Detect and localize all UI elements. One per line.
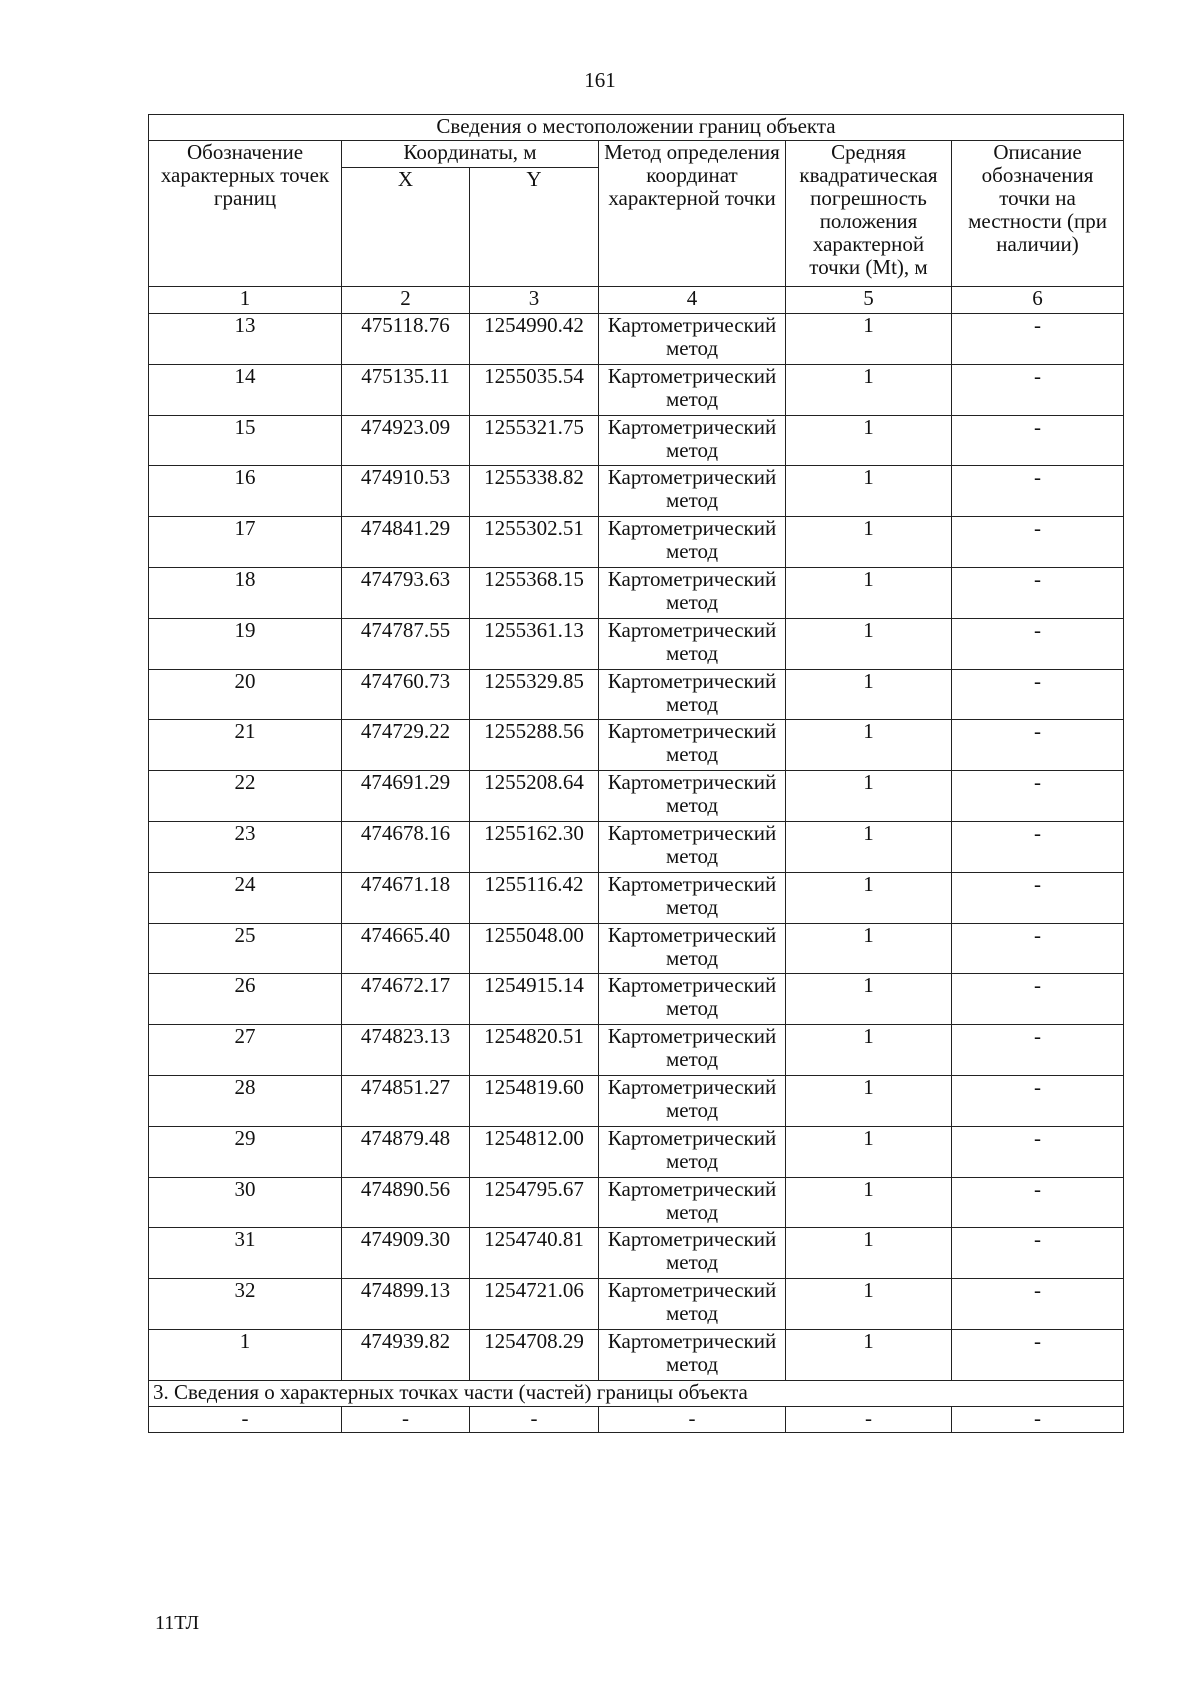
point-cell: 29 — [149, 1126, 342, 1177]
empty-cell: - — [342, 1406, 470, 1432]
table-row — [149, 618, 1124, 669]
y-coordinate-cell: 1254812.00 — [470, 1126, 599, 1177]
header-description: Описание обозначения точки на местности (при наличии) — [952, 141, 1124, 287]
description-cell: - — [952, 364, 1124, 415]
description-cell: - — [952, 567, 1124, 618]
y-coordinate-cell: 1254721.06 — [470, 1279, 599, 1330]
error-cell: 1 — [786, 466, 952, 517]
x-coordinate-cell: 474939.82 — [342, 1329, 470, 1380]
y-coordinate-cell: 1255361.13 — [470, 618, 599, 669]
table-row — [149, 821, 1124, 872]
x-coordinate-cell: 474678.16 — [342, 821, 470, 872]
header-error: Средняя квадратическая погрешность положения характерной точки (Mt), м — [786, 141, 952, 287]
method-cell: Картометрический метод — [599, 618, 786, 669]
table-row — [149, 415, 1124, 466]
description-cell: - — [952, 923, 1124, 974]
method-cell: Картометрический метод — [599, 821, 786, 872]
description-cell: - — [952, 466, 1124, 517]
method-cell: Картометрический метод — [599, 1025, 786, 1076]
x-coordinate-cell: 474899.13 — [342, 1279, 470, 1330]
description-cell: - — [952, 1177, 1124, 1228]
error-cell: 1 — [786, 1329, 952, 1380]
point-cell: 19 — [149, 618, 342, 669]
table-row — [149, 364, 1124, 415]
table-row — [149, 1126, 1124, 1177]
error-cell: 1 — [786, 872, 952, 923]
x-coordinate-cell: 474672.17 — [342, 974, 470, 1025]
x-coordinate-cell: 474729.22 — [342, 720, 470, 771]
error-cell: 1 — [786, 364, 952, 415]
description-cell: - — [952, 1228, 1124, 1279]
table-title-row — [149, 115, 1124, 141]
table-row — [149, 466, 1124, 517]
header-row — [149, 141, 1124, 168]
point-cell: 27 — [149, 1025, 342, 1076]
y-coordinate-cell: 1255321.75 — [470, 415, 599, 466]
x-coordinate-cell: 474923.09 — [342, 415, 470, 466]
method-cell: Картометрический метод — [599, 314, 786, 365]
method-cell: Картометрический метод — [599, 974, 786, 1025]
method-cell: Картометрический метод — [599, 517, 786, 568]
x-coordinate-cell: 474760.73 — [342, 669, 470, 720]
table-row — [149, 1228, 1124, 1279]
point-cell: 25 — [149, 923, 342, 974]
header-y: Y — [470, 168, 599, 287]
description-cell: - — [952, 669, 1124, 720]
empty-cell: - — [599, 1406, 786, 1432]
y-coordinate-cell: 1255288.56 — [470, 720, 599, 771]
error-cell: 1 — [786, 618, 952, 669]
error-cell: 1 — [786, 720, 952, 771]
point-cell: 16 — [149, 466, 342, 517]
empty-cell: - — [786, 1406, 952, 1432]
y-coordinate-cell: 1255116.42 — [470, 872, 599, 923]
y-coordinate-cell: 1254708.29 — [470, 1329, 599, 1380]
description-cell: - — [952, 1329, 1124, 1380]
column-number: 4 — [599, 287, 786, 314]
point-cell: 21 — [149, 720, 342, 771]
point-cell: 18 — [149, 567, 342, 618]
table-row — [149, 1177, 1124, 1228]
point-cell: 15 — [149, 415, 342, 466]
x-coordinate-cell: 474841.29 — [342, 517, 470, 568]
empty-cell: - — [149, 1406, 342, 1432]
column-number: 1 — [149, 287, 342, 314]
point-cell: 31 — [149, 1228, 342, 1279]
error-cell: 1 — [786, 1126, 952, 1177]
error-cell: 1 — [786, 314, 952, 365]
table-row — [149, 314, 1124, 365]
error-cell: 1 — [786, 517, 952, 568]
method-cell: Картометрический метод — [599, 1177, 786, 1228]
y-coordinate-cell: 1255035.54 — [470, 364, 599, 415]
method-cell: Картометрический метод — [599, 466, 786, 517]
column-number: 5 — [786, 287, 952, 314]
point-cell: 1 — [149, 1329, 342, 1380]
y-coordinate-cell: 1255338.82 — [470, 466, 599, 517]
x-coordinate-cell: 474787.55 — [342, 618, 470, 669]
description-cell: - — [952, 415, 1124, 466]
method-cell: Картометрический метод — [599, 669, 786, 720]
description-cell: - — [952, 517, 1124, 568]
error-cell: 1 — [786, 1075, 952, 1126]
table-row — [149, 872, 1124, 923]
description-cell: - — [952, 1126, 1124, 1177]
y-coordinate-cell: 1255368.15 — [470, 567, 599, 618]
description-cell: - — [952, 314, 1124, 365]
point-cell: 22 — [149, 771, 342, 822]
document-code: 11ТЛ — [155, 1612, 200, 1634]
empty-cell: - — [470, 1406, 599, 1432]
y-coordinate-cell: 1254915.14 — [470, 974, 599, 1025]
x-coordinate-cell: 474691.29 — [342, 771, 470, 822]
point-cell: 26 — [149, 974, 342, 1025]
table-row — [149, 1025, 1124, 1076]
point-cell: 23 — [149, 821, 342, 872]
y-coordinate-cell: 1254795.67 — [470, 1177, 599, 1228]
description-cell: - — [952, 618, 1124, 669]
y-coordinate-cell: 1255329.85 — [470, 669, 599, 720]
y-coordinate-cell: 1254819.60 — [470, 1075, 599, 1126]
table-row — [149, 974, 1124, 1025]
x-coordinate-cell: 475118.76 — [342, 314, 470, 365]
y-coordinate-cell: 1255162.30 — [470, 821, 599, 872]
column-number: 6 — [952, 287, 1124, 314]
y-coordinate-cell: 1254990.42 — [470, 314, 599, 365]
table-row — [149, 669, 1124, 720]
point-cell: 30 — [149, 1177, 342, 1228]
method-cell: Картометрический метод — [599, 364, 786, 415]
table-row — [149, 1075, 1124, 1126]
point-cell: 32 — [149, 1279, 342, 1330]
x-coordinate-cell: 474671.18 — [342, 872, 470, 923]
header-points: Обозначение характерных точек границ — [149, 141, 342, 287]
error-cell: 1 — [786, 974, 952, 1025]
x-coordinate-cell: 474879.48 — [342, 1126, 470, 1177]
table-row — [149, 567, 1124, 618]
point-cell: 28 — [149, 1075, 342, 1126]
method-cell: Картометрический метод — [599, 1279, 786, 1330]
error-cell: 1 — [786, 771, 952, 822]
x-coordinate-cell: 474851.27 — [342, 1075, 470, 1126]
section-3-empty-row — [149, 1406, 1124, 1432]
point-cell: 17 — [149, 517, 342, 568]
description-cell: - — [952, 821, 1124, 872]
method-cell: Картометрический метод — [599, 1075, 786, 1126]
table-row — [149, 1279, 1124, 1330]
y-coordinate-cell: 1255048.00 — [470, 923, 599, 974]
point-cell: 14 — [149, 364, 342, 415]
table-row — [149, 1329, 1124, 1380]
x-coordinate-cell: 475135.11 — [342, 364, 470, 415]
description-cell: - — [952, 720, 1124, 771]
x-coordinate-cell: 474890.56 — [342, 1177, 470, 1228]
x-coordinate-cell: 474909.30 — [342, 1228, 470, 1279]
description-cell: - — [952, 771, 1124, 822]
x-coordinate-cell: 474665.40 — [342, 923, 470, 974]
method-cell: Картометрический метод — [599, 1228, 786, 1279]
description-cell: - — [952, 1025, 1124, 1076]
y-coordinate-cell: 1255208.64 — [470, 771, 599, 822]
error-cell: 1 — [786, 1228, 952, 1279]
error-cell: 1 — [786, 415, 952, 466]
table-row — [149, 771, 1124, 822]
y-coordinate-cell: 1254820.51 — [470, 1025, 599, 1076]
method-cell: Картометрический метод — [599, 923, 786, 974]
error-cell: 1 — [786, 669, 952, 720]
table-row — [149, 720, 1124, 771]
method-cell: Картометрический метод — [599, 1329, 786, 1380]
method-cell: Картометрический метод — [599, 872, 786, 923]
error-cell: 1 — [786, 821, 952, 872]
table-row — [149, 923, 1124, 974]
description-cell: - — [952, 872, 1124, 923]
description-cell: - — [952, 1279, 1124, 1330]
error-cell: 1 — [786, 1025, 952, 1076]
x-coordinate-cell: 474823.13 — [342, 1025, 470, 1076]
table-title: Сведения о местоположении границ объекта — [149, 115, 1124, 141]
error-cell: 1 — [786, 567, 952, 618]
error-cell: 1 — [786, 923, 952, 974]
table-row — [149, 517, 1124, 568]
header-x: X — [342, 168, 470, 287]
method-cell: Картометрический метод — [599, 567, 786, 618]
error-cell: 1 — [786, 1279, 952, 1330]
boundary-points-table — [148, 114, 1124, 1433]
description-cell: - — [952, 1075, 1124, 1126]
method-cell: Картометрический метод — [599, 415, 786, 466]
point-cell: 20 — [149, 669, 342, 720]
point-cell: 13 — [149, 314, 342, 365]
description-cell: - — [952, 974, 1124, 1025]
column-number: 2 — [342, 287, 470, 314]
x-coordinate-cell: 474793.63 — [342, 567, 470, 618]
method-cell: Картометрический метод — [599, 771, 786, 822]
column-number: 3 — [470, 287, 599, 314]
y-coordinate-cell: 1254740.81 — [470, 1228, 599, 1279]
y-coordinate-cell: 1255302.51 — [470, 517, 599, 568]
method-cell: Картометрический метод — [599, 1126, 786, 1177]
x-coordinate-cell: 474910.53 — [342, 466, 470, 517]
error-cell: 1 — [786, 1177, 952, 1228]
section-3-title: 3. Сведения о характерных точках части (частей) границы объекта — [149, 1380, 1124, 1406]
point-cell: 24 — [149, 872, 342, 923]
empty-cell: - — [952, 1406, 1124, 1432]
header-method: Метод определения координат характерной точки — [599, 141, 786, 287]
method-cell: Картометрический метод — [599, 720, 786, 771]
header-coords: Координаты, м — [342, 141, 599, 168]
section-3-row — [149, 1380, 1124, 1406]
page-number: 161 — [584, 68, 616, 92]
column-numbers-row — [149, 287, 1124, 314]
